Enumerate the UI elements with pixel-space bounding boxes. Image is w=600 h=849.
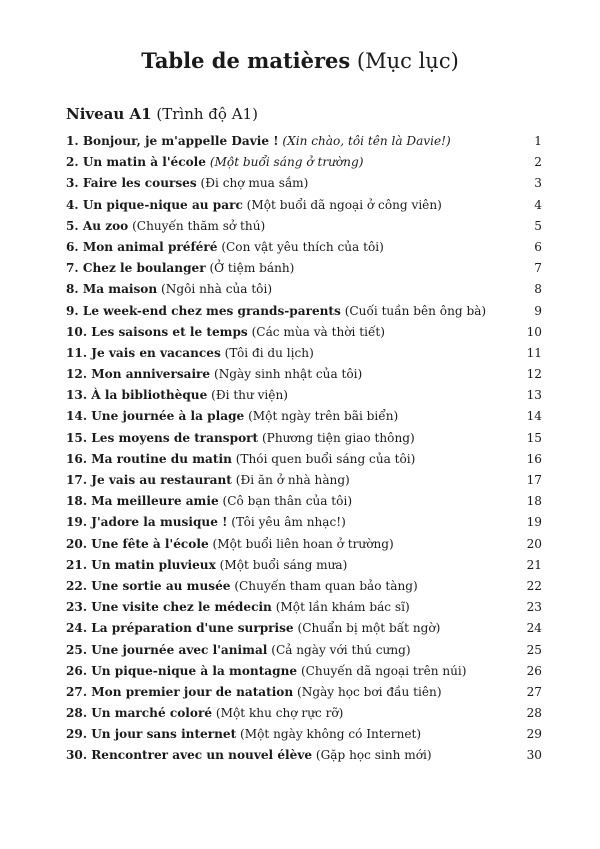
toc-entry-title: 26. Un pique-nique à la montagne — [66, 663, 298, 678]
toc-entry[interactable] — [66, 152, 542, 173]
toc-entry-translation: (Tôi đi du lịch) — [224, 345, 314, 360]
toc-entry[interactable] — [66, 512, 542, 533]
toc-entry-title: 25. Une journée avec l'animal — [66, 642, 268, 657]
toc-entry-page: 1 — [534, 134, 542, 148]
toc-entry-title: 24. La préparation d'une surprise — [66, 621, 294, 636]
toc-entry-translation: (Tôi yêu âm nhạc!) — [231, 515, 346, 530]
toc-entry-translation: (Một ngày trên bãi biển) — [248, 409, 399, 424]
toc-entry[interactable] — [66, 279, 542, 300]
section-heading-label: Niveau A1 — [66, 105, 152, 123]
toc-entry-page: 25 — [526, 642, 542, 657]
page-title-translation: (Mục lục) — [356, 49, 459, 73]
toc-entry[interactable] — [66, 406, 542, 427]
toc-entry-title: 22. Une sortie au musée — [66, 578, 231, 593]
toc-entry[interactable] — [66, 173, 542, 194]
toc-entry-page: 21 — [526, 557, 542, 572]
toc-entry-page: 15 — [526, 430, 542, 445]
toc-entry-translation: (Xin chào, tôi tên là Davie!) — [282, 134, 451, 148]
section-heading-translation: (Trình độ A1) — [156, 105, 258, 123]
toc-entry-page: 16 — [526, 451, 542, 466]
toc-entry-title: 23. Une visite chez le médecin — [66, 600, 272, 615]
toc-entry-title: 18. Ma meilleure amie — [66, 494, 219, 509]
toc-entry-page: 9 — [534, 303, 542, 318]
toc-entry-page: 14 — [526, 409, 542, 424]
toc-entry[interactable] — [66, 618, 542, 639]
toc-entry-page: 13 — [526, 388, 542, 403]
toc-entry-translation: (Đi chợ mua sắm) — [200, 176, 309, 191]
toc-entry[interactable] — [66, 682, 542, 703]
toc-entry-title: 3. Faire les courses — [66, 176, 197, 191]
toc-entry-title: 29. Un jour sans internet — [66, 727, 237, 742]
toc-entry-title: 10. Les saisons et le temps — [66, 324, 248, 339]
toc-entry[interactable] — [66, 470, 542, 491]
toc-entry[interactable] — [66, 703, 542, 724]
toc-entry[interactable] — [66, 195, 542, 216]
toc-entry-page: 20 — [526, 536, 542, 551]
toc-entry-title: 14. Une journée à la plage — [66, 409, 245, 424]
toc-entry-translation: (Một lần khám bác sĩ) — [275, 600, 410, 615]
page-title — [0, 46, 600, 76]
toc-entry-translation: (Một buổi sáng mưa) — [219, 557, 348, 572]
toc-entry-page: 17 — [526, 473, 542, 487]
toc-entry[interactable] — [66, 491, 542, 512]
toc-entry-page: 2 — [534, 155, 542, 170]
section-heading — [66, 103, 258, 125]
toc-entry-title: 13. À la bibliothèque — [66, 388, 208, 403]
toc-entry-page: 27 — [526, 684, 542, 699]
toc-entry[interactable] — [66, 724, 542, 745]
toc-entry[interactable] — [66, 343, 542, 364]
toc-entry[interactable] — [66, 428, 542, 449]
toc-entry-title: 15. Les moyens de transport — [66, 430, 259, 445]
toc-entry-page: 4 — [534, 197, 542, 212]
toc-entry-page: 12 — [526, 367, 542, 382]
toc-entry-translation: (Ngày sinh nhật của tôi) — [213, 367, 363, 382]
toc-entry-translation: (Ngày học bơi đầu tiên) — [297, 684, 442, 699]
toc-entry-page: 19 — [526, 515, 542, 530]
toc-entry-title: 20. Une fête à l'école — [66, 536, 209, 551]
toc-entry-translation: (Một buổi liên hoan ở trường) — [212, 536, 394, 551]
toc-entry-translation: (Ở tiệm bánh) — [209, 261, 295, 276]
toc-entry[interactable] — [66, 745, 542, 766]
toc-entry-translation: (Ngôi nhà của tôi) — [161, 282, 273, 297]
toc-entry-page: 22 — [526, 578, 542, 593]
toc-entry-translation: (Thói quen buổi sáng của tôi) — [235, 451, 416, 466]
toc-entry-page: 10 — [526, 324, 542, 339]
toc-entry-page: 18 — [526, 494, 542, 509]
toc-entry[interactable] — [66, 534, 542, 555]
toc-entry-translation: (Gặp học sinh mới) — [315, 748, 432, 763]
toc-entry-page: 3 — [534, 176, 542, 191]
toc-entry-title: 28. Un marché coloré — [66, 706, 213, 721]
toc-entry-title: 8. Ma maison — [66, 282, 158, 297]
toc-entry-translation: (Đi ăn ở nhà hàng) — [235, 473, 350, 487]
toc-entry-translation: (Phương tiện giao thông) — [261, 430, 415, 445]
toc-entry[interactable] — [66, 216, 542, 237]
page-title-main: Table de matières — [141, 48, 351, 73]
toc-entry-translation: (Các mùa và thời tiết) — [251, 324, 385, 339]
toc-entry-page: 11 — [526, 345, 542, 360]
toc-entry-translation: (Một buổi dã ngoại ở công viên) — [246, 197, 442, 212]
toc-entry-translation: (Chuyến thăm sở thú) — [132, 218, 266, 233]
toc-entry-page: 26 — [526, 663, 542, 678]
toc-entry-title: 30. Rencontrer avec un nouvel élève — [66, 748, 313, 763]
toc-entry[interactable] — [66, 661, 542, 682]
toc-entry-title: 2. Un matin à l'école — [66, 155, 206, 170]
toc-entry[interactable] — [66, 322, 542, 343]
toc-entry-title: 1. Bonjour, je m'appelle Davie ! — [66, 134, 279, 148]
toc-entry-title: 16. Ma routine du matin — [66, 451, 232, 466]
toc-entry-translation: (Cuối tuần bên ông bà) — [344, 303, 487, 318]
toc-entry-title: 7. Chez le boulanger — [66, 261, 206, 276]
toc-entry-page: 8 — [534, 282, 542, 297]
toc-list — [66, 131, 542, 767]
toc-entry[interactable] — [66, 597, 542, 618]
toc-entry-page: 28 — [526, 706, 542, 721]
toc-entry[interactable] — [66, 131, 542, 152]
toc-entry-title: 11. Je vais en vacances — [66, 345, 221, 360]
toc-entry-title: 9. Le week-end chez mes grands-parents — [66, 303, 341, 318]
toc-entry[interactable] — [66, 301, 542, 322]
toc-entry-title: 4. Un pique-nique au parc — [66, 197, 243, 212]
toc-entry-translation: (Con vật yêu thích của tôi) — [221, 239, 384, 254]
toc-entry[interactable] — [66, 258, 542, 279]
toc-entry-page: 29 — [526, 727, 542, 742]
toc-entry-translation: (Chuyến dã ngoại trên núi) — [300, 663, 467, 678]
toc-entry-translation: (Một khu chợ rực rỡ) — [215, 706, 344, 721]
toc-entry-title: 5. Au zoo — [66, 218, 129, 233]
toc-entry-page: 30 — [526, 748, 542, 763]
toc-entry-translation: (Chuyến tham quan bảo tàng) — [234, 578, 418, 593]
toc-entry-page: 5 — [534, 218, 542, 233]
toc-entry[interactable] — [66, 555, 542, 576]
toc-entry-translation: (Đi thư viện) — [211, 388, 288, 403]
toc-entry-title: 19. J'adore la musique ! — [66, 515, 228, 530]
toc-entry-page: 24 — [526, 621, 542, 636]
toc-entry[interactable] — [66, 385, 542, 406]
toc-entry-translation: (Cả ngày với thú cưng) — [271, 642, 411, 657]
toc-entry[interactable] — [66, 640, 542, 661]
toc-entry[interactable] — [66, 237, 542, 258]
toc-entry-translation: (Cô bạn thân của tôi) — [222, 494, 353, 509]
toc-entry-page: 23 — [526, 600, 542, 615]
toc-entry-translation: (Một buổi sáng ở trường) — [209, 155, 364, 170]
toc-entry-title: 27. Mon premier jour de natation — [66, 684, 294, 699]
toc-entry[interactable] — [66, 449, 542, 470]
toc-entry-translation: (Chuẩn bị một bất ngờ) — [297, 621, 441, 636]
toc-entry-title: 21. Un matin pluvieux — [66, 557, 216, 572]
toc-entry-page: 6 — [534, 239, 542, 254]
toc-entry[interactable] — [66, 364, 542, 385]
toc-entry[interactable] — [66, 576, 542, 597]
toc-entry-title: 12. Mon anniversaire — [66, 367, 211, 382]
toc-entry-title: 6. Mon animal préféré — [66, 239, 218, 254]
toc-entry-title: 17. Je vais au restaurant — [66, 473, 232, 487]
toc-entry-page: 7 — [534, 261, 542, 276]
toc-entry-translation: (Một ngày không có Internet) — [240, 727, 422, 742]
